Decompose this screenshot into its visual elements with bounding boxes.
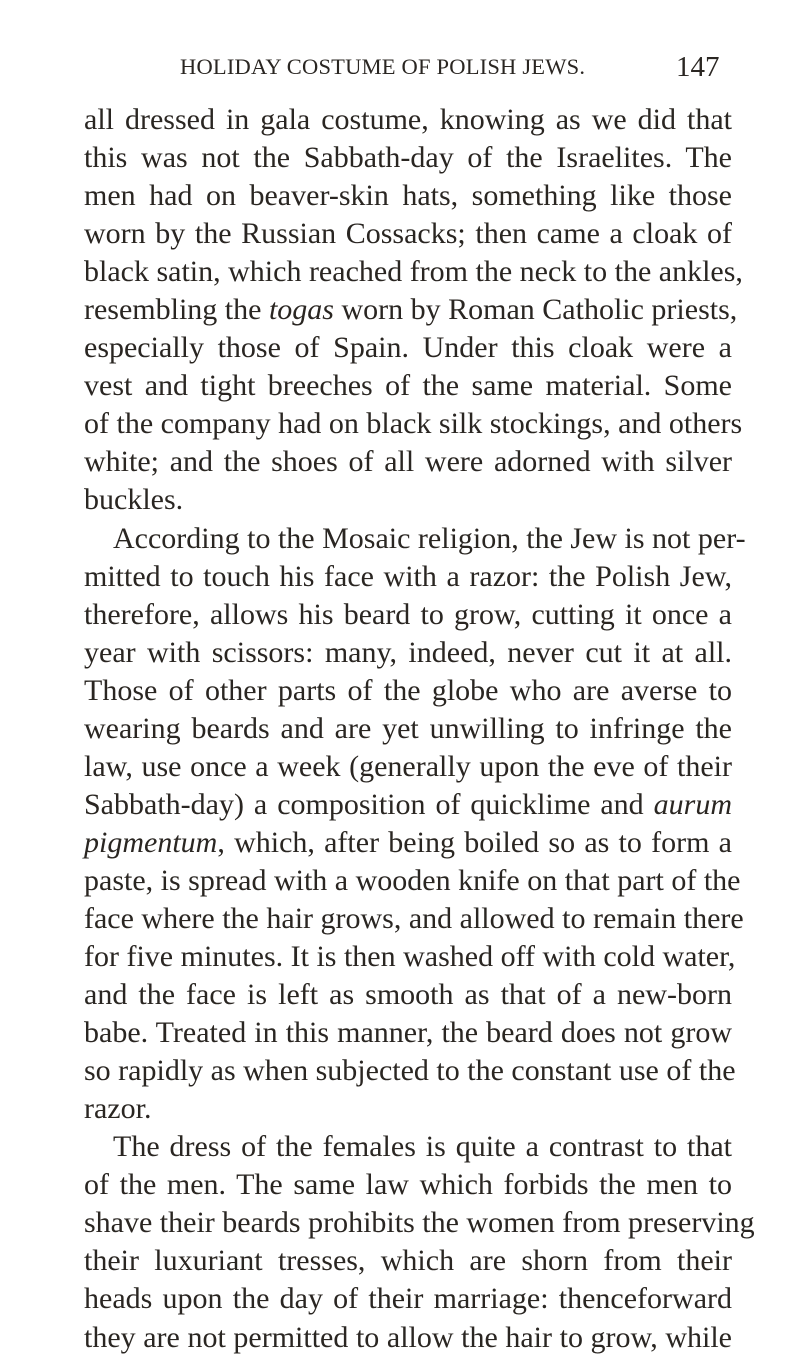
text-line: white; and the shoes of all were adorned with silver <box>84 445 732 479</box>
page-number: 147 <box>676 51 720 83</box>
text-line: heads upon the day of their marriage: thenceforward <box>84 1282 732 1316</box>
text-line: law, use once a week (generally upon the eve of their <box>84 749 732 783</box>
text-line: pigmentum, which, after being boiled so as to form a <box>84 825 732 859</box>
text-line: Sabbath-day) a composition of quicklime and aurum <box>84 787 732 821</box>
text-line: and the face is left as smooth as that of a new-born <box>84 978 732 1012</box>
text-line: wearing beards and are yet unwilling to infringe the <box>84 711 732 745</box>
text-line: this was not the Sabbath-day of the Israelites. The <box>84 141 732 175</box>
text-line: buckles. <box>84 483 184 517</box>
text-line: shave their beards prohibits the women from preserving <box>84 1206 755 1240</box>
text-line: men had on beaver-skin hats, something like those <box>84 179 732 213</box>
text-line: vest and tight breeches of the same material. Some <box>84 369 732 403</box>
text-line: paste, is spread with a wooden knife on that part of the <box>84 863 741 897</box>
text-line: black satin, which reached from the neck to the ankles, <box>84 255 743 289</box>
text-line: babe. Treated in this manner, the beard does not grow <box>84 1016 732 1050</box>
paragraph-start-line: The dress of the females is quite a contrast to that <box>113 1130 732 1164</box>
text-line: for five minutes. It is then washed off with cold water, <box>84 940 736 974</box>
text-line: all dressed in gala costume, knowing as we did that <box>84 103 732 136</box>
text-line: resembling the togas worn by Roman Catholic priests, <box>84 293 738 327</box>
running-header-title: HOLIDAY COSTUME OF POLISH JEWS. <box>180 54 586 79</box>
text-line: mitted to touch his face with a razor: the Polish Jew, <box>84 559 732 593</box>
text-line: razor. <box>84 1092 152 1126</box>
body-text <box>84 101 755 1357</box>
paragraph-start-line: According to the Mosaic religion, the Jew is not per- <box>113 521 746 555</box>
text-line: therefore, allows his beard to grow, cutting it once a <box>84 597 732 631</box>
text-line: worn by the Russian Cossacks; then came a cloak of <box>84 217 732 251</box>
text-line: their luxuriant tresses, which are shorn from their <box>84 1244 732 1278</box>
text-line: especially those of Spain. Under this cloak were a <box>84 331 732 365</box>
text-line: year with scissors: many, indeed, never cut it at all. <box>84 635 732 669</box>
text-line: of the company had on black silk stockings, and others <box>84 407 743 441</box>
text-line: so rapidly as when subjected to the constant use of the <box>84 1054 736 1088</box>
text-line: Those of other parts of the globe who are averse to <box>84 673 732 707</box>
text-line: of the men. The same law which forbids the men to <box>84 1168 732 1202</box>
text-line: face where the hair grows, and allowed to remain there <box>84 901 744 935</box>
text-line: they are not permitted to allow the hair to grow, while <box>84 1320 732 1354</box>
